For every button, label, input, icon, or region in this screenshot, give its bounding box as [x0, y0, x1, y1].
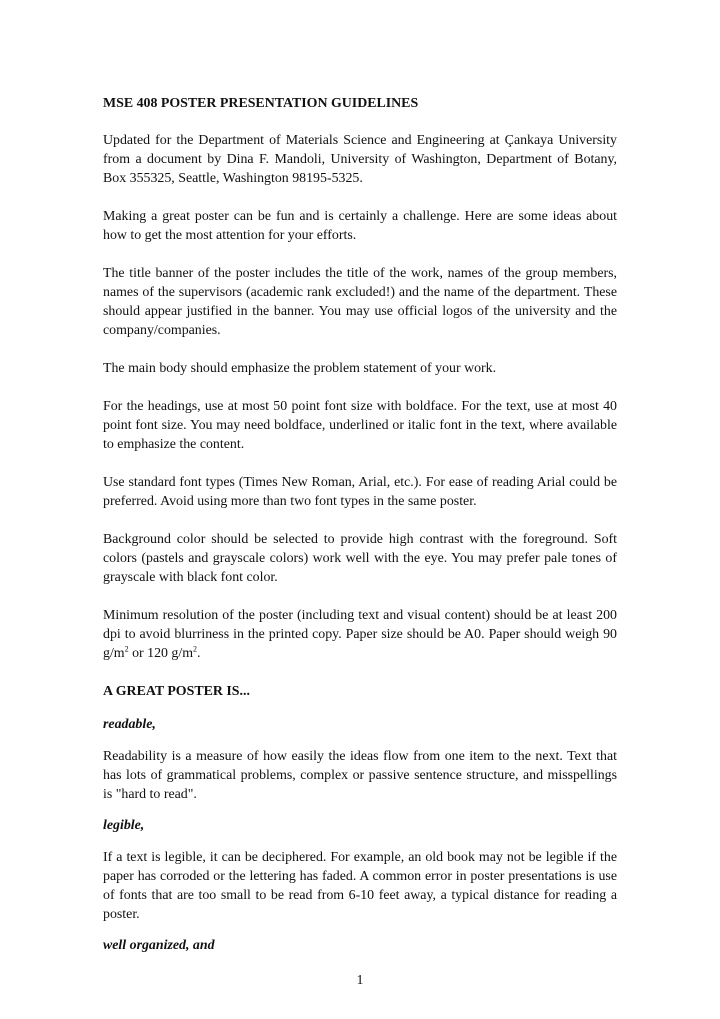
paragraph-resolution — [103, 606, 617, 663]
section-heading: A GREAT POSTER IS... — [103, 684, 250, 699]
item-text-legible: If a text is legible, it can be deciphered. For example, an old book may not be legible if the paper has corroded or the lettering has faded. A common error in poster presentations is use of fonts that are too small to be read from 6-10 feet away, a typical distance for reading a poster. — [103, 850, 617, 922]
paragraph-font-types: Use standard font types (Times New Roman, Arial, etc.). For ease of reading Arial could be preferred. Avoid using more than two font types in the same poster. — [103, 475, 617, 509]
item-heading-legible: legible, — [103, 818, 145, 833]
resolution-text-1: Minimum resolution of the poster (including text and visual content) should be at least 200 dpi to avoid blurriness in the printed copy. Paper size should be A0. Paper should weigh 90 g/m — [103, 608, 617, 661]
document-title: MSE 408 POSTER PRESENTATION GUIDELINES — [103, 96, 419, 111]
item-text-readable: Readability is a measure of how easily the ideas flow from one item to the next. Text that has lots of grammatical problems, complex or passive sentence structure, and misspellings is "hard to read". — [103, 749, 617, 802]
resolution-text-3: . — [197, 646, 201, 661]
document-body — [103, 94, 617, 968]
item-heading-readable: readable, — [103, 717, 156, 732]
paragraph-background-color: Background color should be selected to provide high contrast with the foreground. Soft colors (pastels and grayscale colors) work well with the eye. You may prefer pale tones of grayscale with black font color. — [103, 532, 617, 585]
superscript-2b: 2 — [193, 644, 198, 654]
superscript-2a: 2 — [124, 644, 129, 654]
paragraph-intro: Making a great poster can be fun and is certainly a challenge. Here are some ideas about how to get the most attention for your efforts. — [103, 209, 617, 243]
paragraph-main-body: The main body should emphasize the problem statement of your work. — [103, 361, 497, 376]
resolution-text-2: or 120 g/m — [128, 646, 194, 661]
page-number: 1 — [356, 973, 364, 988]
paragraph-font-size: For the headings, use at most 50 point font size with boldface. For the text, use at most 40 point font size. You may need boldface, underlined or italic font in the text, where available to emphasize the content. — [103, 399, 617, 452]
paragraph-title-banner: The title banner of the poster includes the title of the work, names of the group members, names of the supervisors (academic rank excluded!) and the name of the department. These should appear justified in the banner. You may use official logos of the university and the company/companies. — [103, 266, 617, 338]
item-heading-well-organized: well organized, and — [103, 938, 215, 953]
paragraph-attribution: Updated for the Department of Materials Science and Engineering at Çankaya University from a document by Dina F. Mandoli, University of Washington, Department of Botany, Box 355325, Seattle, Washington 98195-5325. — [103, 133, 617, 186]
